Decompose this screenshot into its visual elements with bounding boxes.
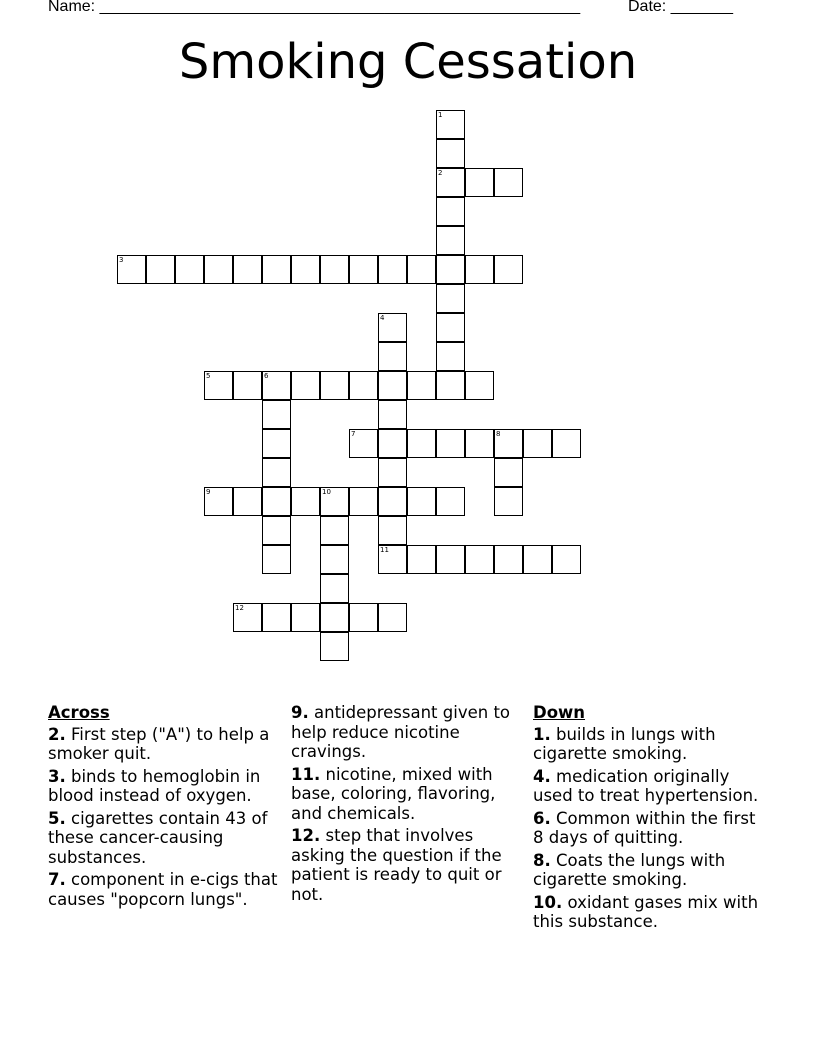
grid-cell[interactable] [494,487,523,516]
cell-number: 4 [380,314,385,322]
grid-cell[interactable] [233,487,262,516]
grid-cell[interactable] [291,371,320,400]
cell-number: 3 [119,256,124,264]
grid-cell[interactable] [262,255,291,284]
cell-number: 9 [206,488,211,496]
grid-cell[interactable] [552,545,581,574]
grid-cell[interactable] [407,255,436,284]
grid-cell[interactable] [494,545,523,574]
cell-number: 8 [496,430,501,438]
grid-cell[interactable] [233,603,262,632]
grid-cell[interactable] [436,313,465,342]
clue-across-7: 7. component in e-cigs that causes "popcorn lungs". [48,870,278,909]
grid-cell[interactable] [320,487,349,516]
grid-cell[interactable] [494,168,523,197]
grid-cell[interactable] [262,545,291,574]
grid-cell[interactable] [320,516,349,545]
grid-cell[interactable] [378,458,407,487]
grid-cell[interactable] [523,429,552,458]
grid-cell[interactable] [349,487,378,516]
grid-cell[interactable] [349,603,378,632]
grid-cell[interactable] [175,255,204,284]
grid-cell[interactable] [436,197,465,226]
grid-cell[interactable] [407,487,436,516]
grid-cell[interactable] [465,371,494,400]
across-heading: Across [48,703,110,722]
grid-cell[interactable] [436,371,465,400]
grid-cell[interactable] [436,487,465,516]
cell-number: 7 [351,430,356,438]
page-title: Smoking Cessation [178,34,638,90]
grid-cell[interactable] [407,429,436,458]
grid-cell[interactable] [378,313,407,342]
date-field-label: Date: _______ [628,0,733,15]
grid-cell[interactable] [436,255,465,284]
down-heading: Down [533,703,586,722]
grid-cell[interactable] [436,168,465,197]
grid-cell[interactable] [320,255,349,284]
grid-cell[interactable] [146,255,175,284]
grid-cell[interactable] [262,429,291,458]
grid-cell[interactable] [291,487,320,516]
name-field-label: Name: ______________________________________________________ [48,0,581,15]
cell-number: 10 [322,488,331,496]
clue-across-9: 9. antidepressant given to help reduce nicotine cravings. [291,703,511,761]
grid-cell[interactable] [436,284,465,313]
cell-number: 11 [380,546,389,554]
grid-cell[interactable] [262,400,291,429]
clue-across-12: 12. step that involves asking the question if the patient is ready to quit or not. [291,826,502,904]
grid-cell[interactable] [494,458,523,487]
grid-cell[interactable] [320,545,349,574]
clue-down-8: 8. Coats the lungs with cigarette smoking. [533,850,726,889]
across-clues-column-2 [291,703,523,907]
grid-cell[interactable] [349,371,378,400]
grid-cell[interactable] [204,255,233,284]
grid-cell[interactable] [378,429,407,458]
clue-across-11: 11. nicotine, mixed with base, coloring, flavoring, and chemicals. [291,764,496,823]
cell-number: 2 [438,169,443,177]
grid-cell[interactable] [465,429,494,458]
grid-cell[interactable] [436,545,465,574]
grid-cell[interactable] [552,429,581,458]
grid-cell[interactable] [117,255,146,284]
grid-cell[interactable] [465,168,494,197]
cell-number: 12 [235,604,244,612]
clue-across-3: 3. binds to hemoglobin in blood instead of oxygen. [48,766,261,805]
grid-cell[interactable] [436,342,465,371]
grid-cell[interactable] [233,371,262,400]
cell-number: 1 [438,111,443,119]
grid-cell[interactable] [378,371,407,400]
grid-cell[interactable] [465,255,494,284]
grid-cell[interactable] [378,342,407,371]
grid-cell[interactable] [291,603,320,632]
grid-cell[interactable] [494,255,523,284]
grid-cell[interactable] [378,603,407,632]
grid-cell[interactable] [262,487,291,516]
cell-number: 6 [264,372,269,380]
grid-cell[interactable] [233,255,262,284]
grid-cell[interactable] [378,255,407,284]
grid-cell[interactable] [204,487,233,516]
clue-down-1: 1. builds in lungs with cigarette smoking. [533,724,716,763]
grid-cell[interactable] [204,371,233,400]
grid-cell[interactable] [465,545,494,574]
grid-cell[interactable] [494,429,523,458]
grid-cell[interactable] [378,545,407,574]
grid-cell[interactable] [523,545,552,574]
grid-cell[interactable] [436,110,465,139]
grid-cell[interactable] [349,429,378,458]
grid-cell[interactable] [262,603,291,632]
grid-cell[interactable] [320,574,349,603]
grid-cell[interactable] [407,545,436,574]
grid-cell[interactable] [436,139,465,168]
grid-cell[interactable] [436,226,465,255]
clue-across-5: 5. cigarettes contain 43 of these cancer-causing substances. [48,808,268,867]
clue-down-10: 10. oxidant gases mix with this substance. [533,892,759,931]
grid-cell[interactable] [320,371,349,400]
grid-cell[interactable] [262,516,291,545]
grid-cell[interactable] [378,487,407,516]
clue-down-4: 4. medication originally used to treat hypertension. [533,766,759,805]
grid-cell[interactable] [262,371,291,400]
clue-down-6: 6. Common within the first 8 days of quitting. [533,808,756,847]
grid-cell[interactable] [378,400,407,429]
grid-cell[interactable] [291,255,320,284]
grid-cell[interactable] [320,603,349,632]
grid-cell[interactable] [262,458,291,487]
across-clues-column-1 [48,703,280,912]
grid-cell[interactable] [349,255,378,284]
grid-cell[interactable] [320,632,349,661]
cell-number: 5 [206,372,211,380]
grid-cell[interactable] [378,516,407,545]
grid-cell[interactable] [436,429,465,458]
grid-cell[interactable] [407,371,436,400]
clue-across-2: 2. First step ("A") to help a smoker quit. [48,724,270,763]
down-clues-column [533,703,765,935]
